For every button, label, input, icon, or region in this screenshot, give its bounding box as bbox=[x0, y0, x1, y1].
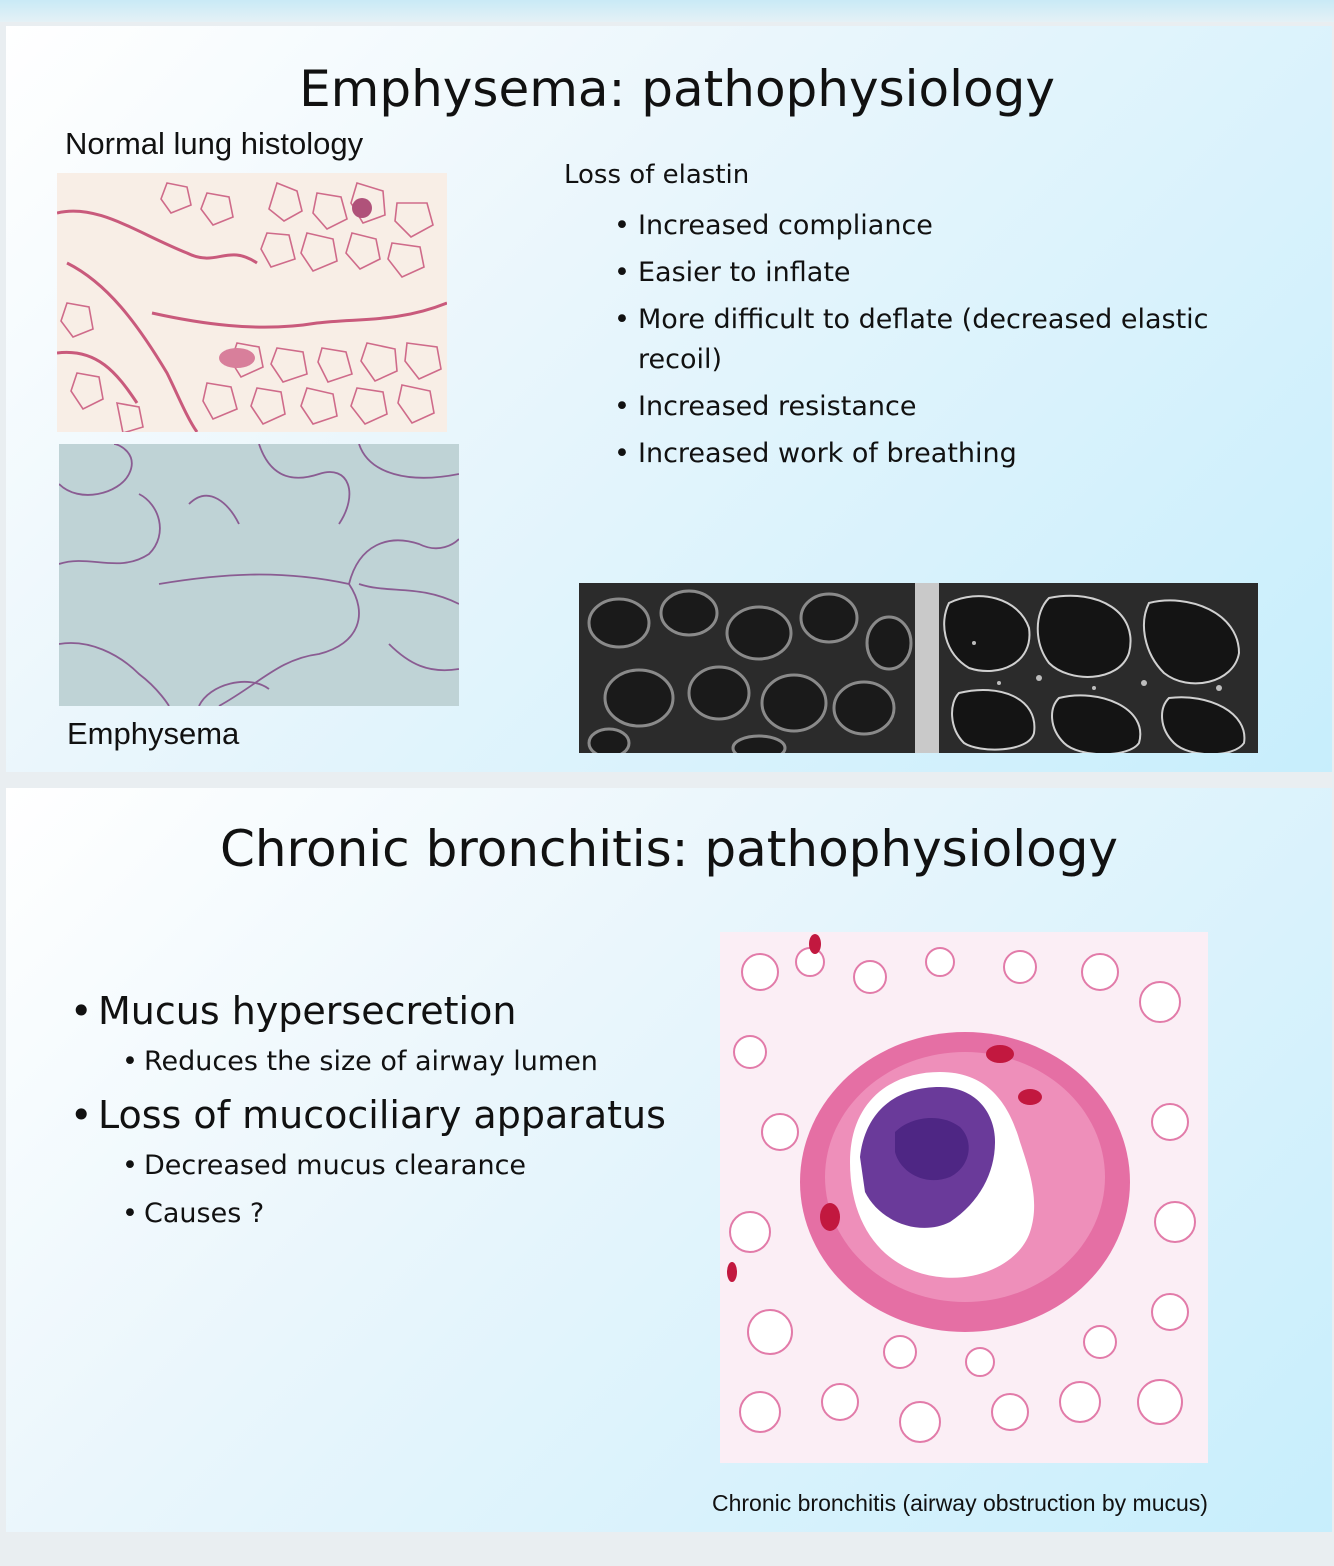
sub-bullet-item: • Reduces the size of airway lumen bbox=[144, 1038, 698, 1086]
emphysema-image bbox=[59, 444, 459, 706]
slide-title: Emphysema: pathophysiology bbox=[299, 60, 1055, 118]
bullet-item bbox=[98, 1092, 698, 1238]
emphysema-label: Emphysema bbox=[67, 716, 240, 751]
bullet-item: • Increased resistance bbox=[638, 387, 1278, 427]
bullet-label: Mucus hypersecretion bbox=[98, 989, 517, 1033]
bullet-item bbox=[98, 988, 698, 1086]
bullet-label: Loss of mucociliary apparatus bbox=[98, 1093, 666, 1137]
bronchitis-bullets bbox=[98, 988, 698, 1244]
normal-lung-image bbox=[57, 173, 447, 432]
electron-micrograph-image bbox=[579, 583, 1258, 753]
slide-emphysema bbox=[6, 26, 1332, 772]
bronchitis-caption: Chronic bronchitis (airway obstruction by mucus) bbox=[712, 1490, 1208, 1516]
elastin-heading: Loss of elastin bbox=[564, 160, 750, 190]
bullet-item: • Increased compliance bbox=[638, 206, 1278, 246]
bullet-item: • Easier to inflate bbox=[638, 253, 1278, 293]
slide-chronic-bronchitis bbox=[6, 788, 1332, 1532]
elastin-effects-list bbox=[638, 206, 1278, 481]
top-strip bbox=[0, 0, 1334, 22]
sub-bullet-item: • Decreased mucus clearance bbox=[144, 1142, 698, 1190]
slide-title: Chronic bronchitis: pathophysiology bbox=[219, 820, 1119, 878]
bullet-item: • More difficult to deflate (decreased elastic recoil) bbox=[638, 300, 1278, 380]
normal-lung-label: Normal lung histology bbox=[65, 126, 364, 161]
bronchitis-image bbox=[720, 932, 1208, 1463]
sub-bullet-item: • Causes ? bbox=[144, 1190, 698, 1238]
bullet-item: • Increased work of breathing bbox=[638, 434, 1278, 474]
